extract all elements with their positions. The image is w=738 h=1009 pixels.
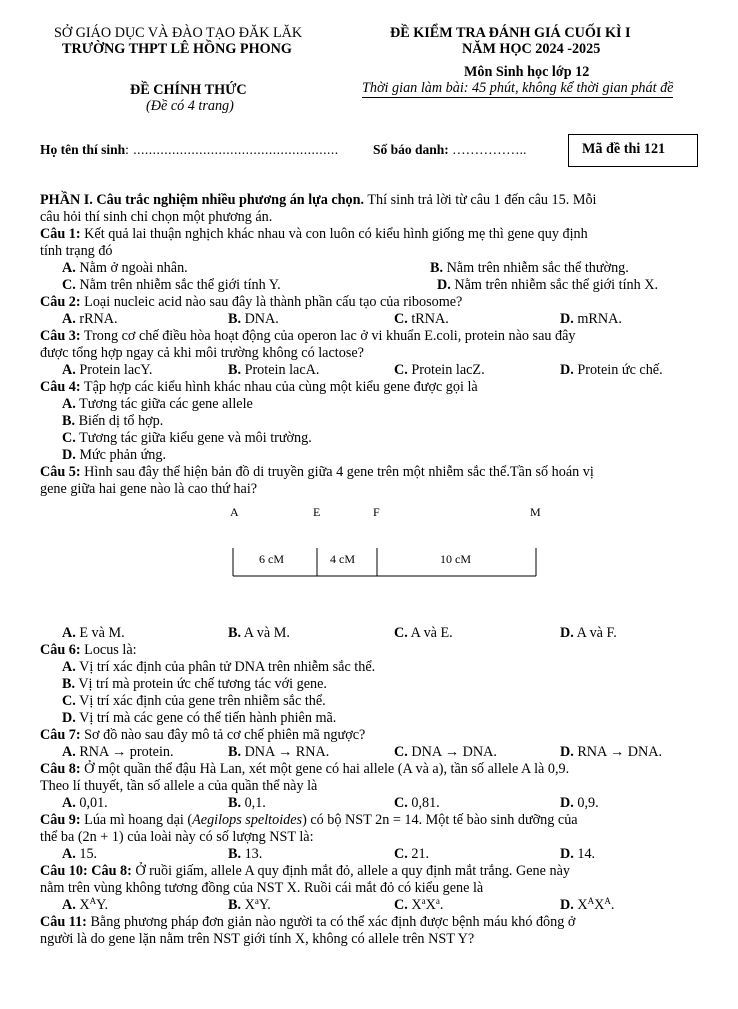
q10-option-d[interactable]: D. $X^AX^A$. bbox=[560, 896, 615, 913]
student-id-line bbox=[373, 142, 526, 158]
question-10: Câu 10: Câu 8: Ở ruồi giấm, allele A quy định mắt đỏ, allele a quy định mắt trắng. Gene này bbox=[40, 863, 570, 879]
student-id-label: Số báo danh: bbox=[373, 142, 453, 157]
q5-option-c[interactable]: C. A và E. bbox=[394, 625, 453, 641]
question-2: Câu 2: Loại nucleic acid nào sau đây là thành phần cấu tạo của ribosome? bbox=[40, 294, 463, 310]
q3-text-2: được tổng hợp ngay cả khi môi trường không có lactose? bbox=[40, 345, 364, 361]
question-5: Câu 5: Hình sau đây thể hiện bản đồ di truyền giữa 4 gene trên một nhiễm sắc thể.Tần số hoán vị bbox=[40, 464, 594, 480]
dept-name: SỞ GIÁO DỤC VÀ ĐÀO TẠO ĐĂK LĂK bbox=[54, 25, 303, 41]
q7-option-b[interactable]: B. DNA → RNA. bbox=[228, 744, 330, 760]
q10-option-c[interactable]: C. $X^aX^a$. bbox=[394, 896, 444, 913]
q10-option-a[interactable]: A. $X^AY$. bbox=[62, 896, 109, 913]
part1-intro-text: Thí sinh trả lời từ câu 1 đến câu 15. Mỗi bbox=[364, 192, 597, 208]
q6-option-a[interactable]: A. Vị trí xác định của phân tử DNA trên nhiễm sắc thể. bbox=[62, 659, 376, 675]
q8-option-c[interactable]: C. 0,81. bbox=[394, 795, 440, 811]
official-label: ĐỀ CHÍNH THỨC bbox=[130, 82, 247, 98]
q3-option-a[interactable]: A. Protein lacY. bbox=[62, 362, 153, 378]
q9-text-2: thể ba (2n + 1) của loài này có số lượng NST là: bbox=[40, 829, 314, 845]
distance-f-m: 10 cM bbox=[440, 552, 471, 566]
q1-option-a[interactable]: A. Nằm ở ngoài nhân. bbox=[62, 260, 188, 276]
q9-option-a[interactable]: A. 15. bbox=[62, 846, 98, 862]
gene-label-m: M bbox=[530, 505, 541, 519]
q1-text: Kết quả lai thuận nghịch khác nhau và con luôn có kiểu hình giống mẹ thì gene quy định bbox=[80, 226, 588, 242]
q8-option-b[interactable]: B. 0,1. bbox=[228, 795, 266, 811]
q10-text-2: nằm trên vùng không tương đồng của NST X. Ruồi cái mắt đỏ có kiểu gene là bbox=[40, 880, 484, 896]
q6-option-c[interactable]: C. Vị trí xác định của gene trên nhiễm sắc thể. bbox=[62, 693, 326, 709]
student-name-line bbox=[40, 142, 339, 158]
q3-option-d[interactable]: D. Protein ức chế. bbox=[560, 362, 663, 378]
q5-option-b[interactable]: B. A và M. bbox=[228, 625, 290, 641]
q1-option-b[interactable]: B. Nằm trên nhiễm sắc thể thường. bbox=[430, 260, 629, 276]
q2-option-a[interactable]: A. rRNA. bbox=[62, 311, 118, 327]
q10-option-b[interactable]: B. $X^aY$. bbox=[228, 896, 271, 913]
q7-option-d[interactable]: D. RNA → DNA. bbox=[560, 744, 663, 760]
student-id-dots: …………….. bbox=[452, 142, 527, 157]
q1-text-2: tính trạng đó bbox=[40, 243, 113, 259]
question-6: Câu 6: Locus là: bbox=[40, 642, 137, 658]
school-year: NĂM HỌC 2024 -2025 bbox=[462, 41, 601, 57]
subject: Môn Sinh học lớp 12 bbox=[464, 64, 590, 80]
gene-label-f: F bbox=[373, 505, 380, 519]
student-name-dots: : ..................................................... bbox=[125, 142, 339, 157]
q2-option-d[interactable]: D. mRNA. bbox=[560, 311, 622, 327]
part1-title: PHẦN I. Câu trắc nghiệm nhiều phương án lựa chọn. bbox=[40, 192, 365, 208]
gene-label-e: E bbox=[313, 505, 321, 519]
gene-map-diagram bbox=[220, 500, 560, 580]
q2-option-b[interactable]: B. DNA. bbox=[228, 311, 279, 327]
q4-option-a[interactable]: A. Tương tác giữa các gene allele bbox=[62, 396, 253, 412]
time-note: Thời gian làm bài: 45 phút, không kể thời gian phát đề bbox=[362, 80, 674, 96]
q5-option-a[interactable]: A. E và M. bbox=[62, 625, 125, 641]
q6-option-d[interactable]: D. Vị trí mà các gene có thể tiến hành phiên mã. bbox=[62, 710, 337, 726]
q11-text-2: người là do gene lặn nằm trên NST giới tính X, không có allele trên NST Y? bbox=[40, 931, 475, 947]
pages-note: (Đề có 4 trang) bbox=[146, 98, 234, 114]
exam-title: ĐỀ KIỂM TRA ĐÁNH GIÁ CUỐI KÌ I bbox=[390, 25, 631, 41]
student-name-label: Họ tên thí sinh bbox=[40, 142, 126, 157]
q4-option-d[interactable]: D. Mức phản ứng. bbox=[62, 447, 167, 463]
q8-text-2: Theo lí thuyết, tần số allele a của quần thể này là bbox=[40, 778, 318, 794]
question-4: Câu 4: Tập hợp các kiểu hình khác nhau của cùng một kiểu gene được gọi là bbox=[40, 379, 478, 395]
question-7: Câu 7: Sơ đồ nào sau đây mô tả cơ chế phiên mã ngược? bbox=[40, 727, 366, 743]
q7-option-a[interactable]: A. RNA → protein. bbox=[62, 744, 174, 760]
q9-option-d[interactable]: D. 14. bbox=[560, 846, 596, 862]
q1-option-c[interactable]: C. Nằm trên nhiễm sắc thể giới tính Y. bbox=[62, 277, 281, 293]
q4-option-b[interactable]: B. Biến dị tổ hợp. bbox=[62, 413, 164, 429]
q9-option-c[interactable]: C. 21. bbox=[394, 846, 430, 862]
distance-a-e: 6 cM bbox=[259, 552, 284, 566]
part1-intro bbox=[40, 192, 724, 209]
question-9: Câu 9: Lúa mì hoang dại (Aegilops speltoides) có bộ NST 2n = 14. Một tế bào sinh dưỡng của bbox=[40, 812, 578, 828]
question-1 bbox=[40, 226, 724, 243]
exam-code: Mã đề thi 121 bbox=[582, 141, 666, 157]
distance-e-f: 4 cM bbox=[330, 552, 355, 566]
q2-option-c[interactable]: C. tRNA. bbox=[394, 311, 449, 327]
q5-text-2: gene giữa hai gene nào là cao thứ hai? bbox=[40, 481, 258, 497]
question-8: Câu 8: Ở một quần thể đậu Hà Lan, xét một gene có hai allele (A và a), tần số allele A là 0,9. bbox=[40, 761, 570, 777]
part1-intro-2: câu hỏi thí sinh chỉ chọn một phương án. bbox=[40, 209, 273, 225]
q3-option-b[interactable]: B. Protein lacA. bbox=[228, 362, 320, 378]
q5-option-d[interactable]: D. A và F. bbox=[560, 625, 617, 641]
q9-option-b[interactable]: B. 13. bbox=[228, 846, 263, 862]
gene-label-a: A bbox=[230, 505, 239, 519]
q3-option-c[interactable]: C. Protein lacZ. bbox=[394, 362, 485, 378]
species-name: Aegilops speltoides bbox=[192, 812, 303, 828]
q1-label: Câu 1: bbox=[40, 226, 81, 242]
q4-option-c[interactable]: C. Tương tác giữa kiểu gene và môi trường. bbox=[62, 430, 312, 446]
q8-option-a[interactable]: A. 0,01. bbox=[62, 795, 108, 811]
q1-option-d[interactable]: D. Nằm trên nhiễm sắc thể giới tính X. bbox=[437, 277, 659, 293]
school-name: TRƯỜNG THPT LÊ HỒNG PHONG bbox=[62, 41, 292, 57]
question-11: Câu 11: Bằng phương pháp đơn giản nào người ta có thể xác định được bệnh máu khó đông ở bbox=[40, 914, 576, 930]
q8-option-d[interactable]: D. 0,9. bbox=[560, 795, 599, 811]
question-3: Câu 3: Trong cơ chế điều hòa hoạt động của operon lac ở vi khuẩn E.coli, protein nào sau đây bbox=[40, 328, 576, 344]
q6-option-b[interactable]: B. Vị trí mà protein ức chế tương tác với gene. bbox=[62, 676, 327, 692]
q7-option-c[interactable]: C. DNA → DNA. bbox=[394, 744, 497, 760]
